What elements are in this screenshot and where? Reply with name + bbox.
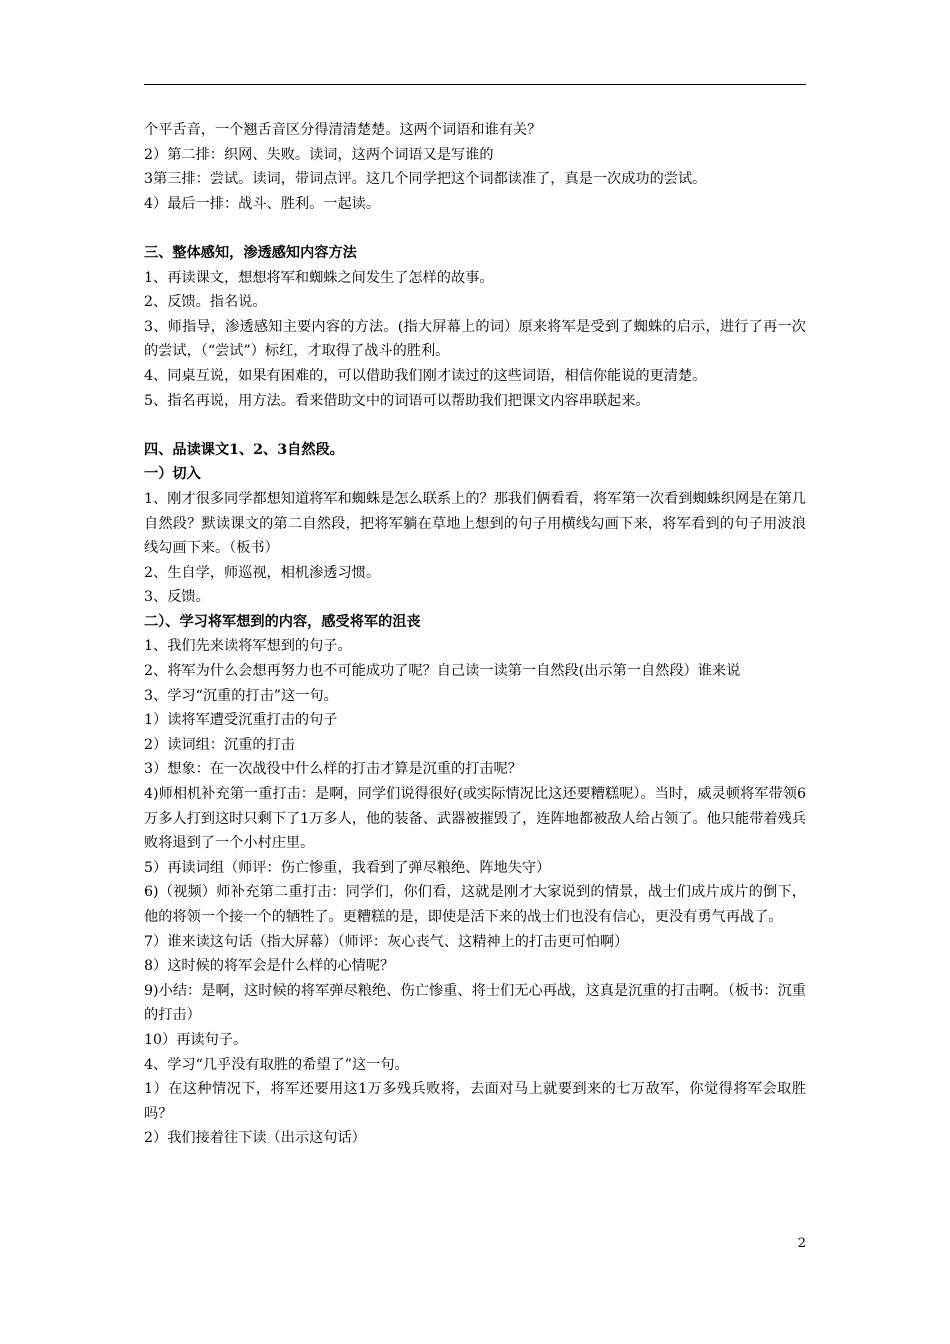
paragraph: 3、反馈。 — [144, 589, 210, 606]
paragraph: 9)小结：是啊，这时候的将军弹尽粮绝、伤亡惨重、将士们无心再战，这真是沉重的打击啊。（板书：沉重的打击） — [144, 982, 806, 1024]
paragraph: 4、同桌互说，如果有困难的，可以借助我们刚才读过的这些词语，相信你能说的更清楚。 — [144, 367, 707, 384]
paragraph: 1、再读课文，想想将军和蜘蛛之间发生了怎样的故事。 — [144, 269, 494, 286]
paragraph: 2、生自学，师巡视，相机渗透习惯。 — [144, 564, 381, 581]
paragraph: 个平舌音，一个翘舌音区分得清清楚楚。这两个词语和谁有关？ — [144, 122, 542, 138]
paragraph-gap — [144, 413, 806, 438]
page-number: 2 — [797, 1236, 806, 1251]
paragraph: 2）我们接着往下读（出示这句话） — [144, 1130, 366, 1147]
paragraph: 3、学习“沉重的打击”这一句。 — [144, 687, 338, 704]
paragraph: 7）谁来读这句话（指大屏幕）（师评：灰心丧气、这精神上的打击更可怕啊） — [144, 933, 629, 950]
paragraph: 2、反馈。指名说。 — [144, 294, 267, 311]
paragraph: 1）在这种情况下，将军还要用这1万多残兵败将，去面对马上就要到来的七万敌军，你觉得将军会取胜吗？ — [144, 1081, 806, 1122]
paragraph: 1）读将军遭受沉重打击的句子 — [144, 712, 338, 729]
section-heading: 二）、学习将军想到的内容，感受将军的沮丧 — [144, 613, 421, 630]
section-heading: 一）切入 — [144, 466, 201, 483]
paragraph: 5、指名再说，用方法。看来借助文中的词语可以帮助我们把课文内容串联起来。 — [144, 392, 650, 409]
document-body — [144, 118, 806, 1151]
paragraph: 4)师相机补充第一重打击：是啊，同学们说得很好(或实际情况比这还要糟糕呢）。当时，威灵顿将军带领6万多人打到这时只剩下了1万多人，他的装备、武器被摧毁了，连阵地都被敌人给占领了。他只能带着残兵败将退到了一个小村庄里。 — [144, 786, 806, 852]
paragraph: 6)（视频）师补充第二重打击：同学们，你们看，这就是刚才大家说到的情景，战士们成片成片的倒下，他的将领一个接一个的牺牲了。更糟糕的是，即使是活下来的战士们也没有信心，更没有勇气再战了。 — [144, 884, 806, 925]
paragraph: 2）读词组：沉重的打击 — [144, 736, 295, 753]
paragraph: 2）第二排：织网、失败。读词，这两个词语又是写谁的 — [144, 146, 494, 163]
paragraph: 4）最后一排：战斗、胜利。一起读。 — [144, 195, 381, 212]
paragraph: 1、我们先来读将军想到的句子。 — [144, 638, 352, 655]
paragraph: 3第三排：尝试。读词，带词点评。这几个同学把这个词都读准了，真是一次成功的尝试。 — [144, 171, 707, 188]
paragraph-gap — [144, 216, 806, 241]
section-heading: 四、品读课文1、2、3自然段。 — [144, 441, 344, 458]
paragraph: 10）再读句子。 — [144, 1031, 248, 1048]
paragraph: 3）想象：在一次战役中什么样的打击才算是沉重的打击呢？ — [144, 761, 522, 778]
paragraph: 4、学习“几乎没有取胜的希望了”这一句。 — [144, 1056, 409, 1073]
paragraph: 1、刚才很多同学都想知道将军和蜘蛛是怎么联系上的？那我们俩看看，将军第一次看到蜘蛛织网是在第几自然段？默读课文的第二自然段，把将军躺在草地上想到的句子用横线勾画下来，将军看到的句子用波浪线勾画下来。（板书） — [144, 490, 806, 557]
header-rule — [144, 84, 806, 85]
paragraph: 3、师指导，渗透感知主要内容的方法。(指大屏幕上的词）原来将军是受到了蜘蛛的启示，进行了再一次的尝试，（“尝试”）标红，才取得了战斗的胜利。 — [144, 318, 806, 360]
section-heading: 三、整体感知，渗透感知内容方法 — [144, 244, 357, 261]
paragraph: 8）这时候的将军会是什么样的心情呢？ — [144, 958, 395, 975]
paragraph: 5）再读词组（师评：伤亡惨重，我看到了弹尽粮绝、阵地失守） — [144, 859, 551, 876]
paragraph: 2、将军为什么会想再努力也不可能成功了呢？自己读一读第一自然段(出示第一自然段）谁来说 — [144, 663, 741, 680]
